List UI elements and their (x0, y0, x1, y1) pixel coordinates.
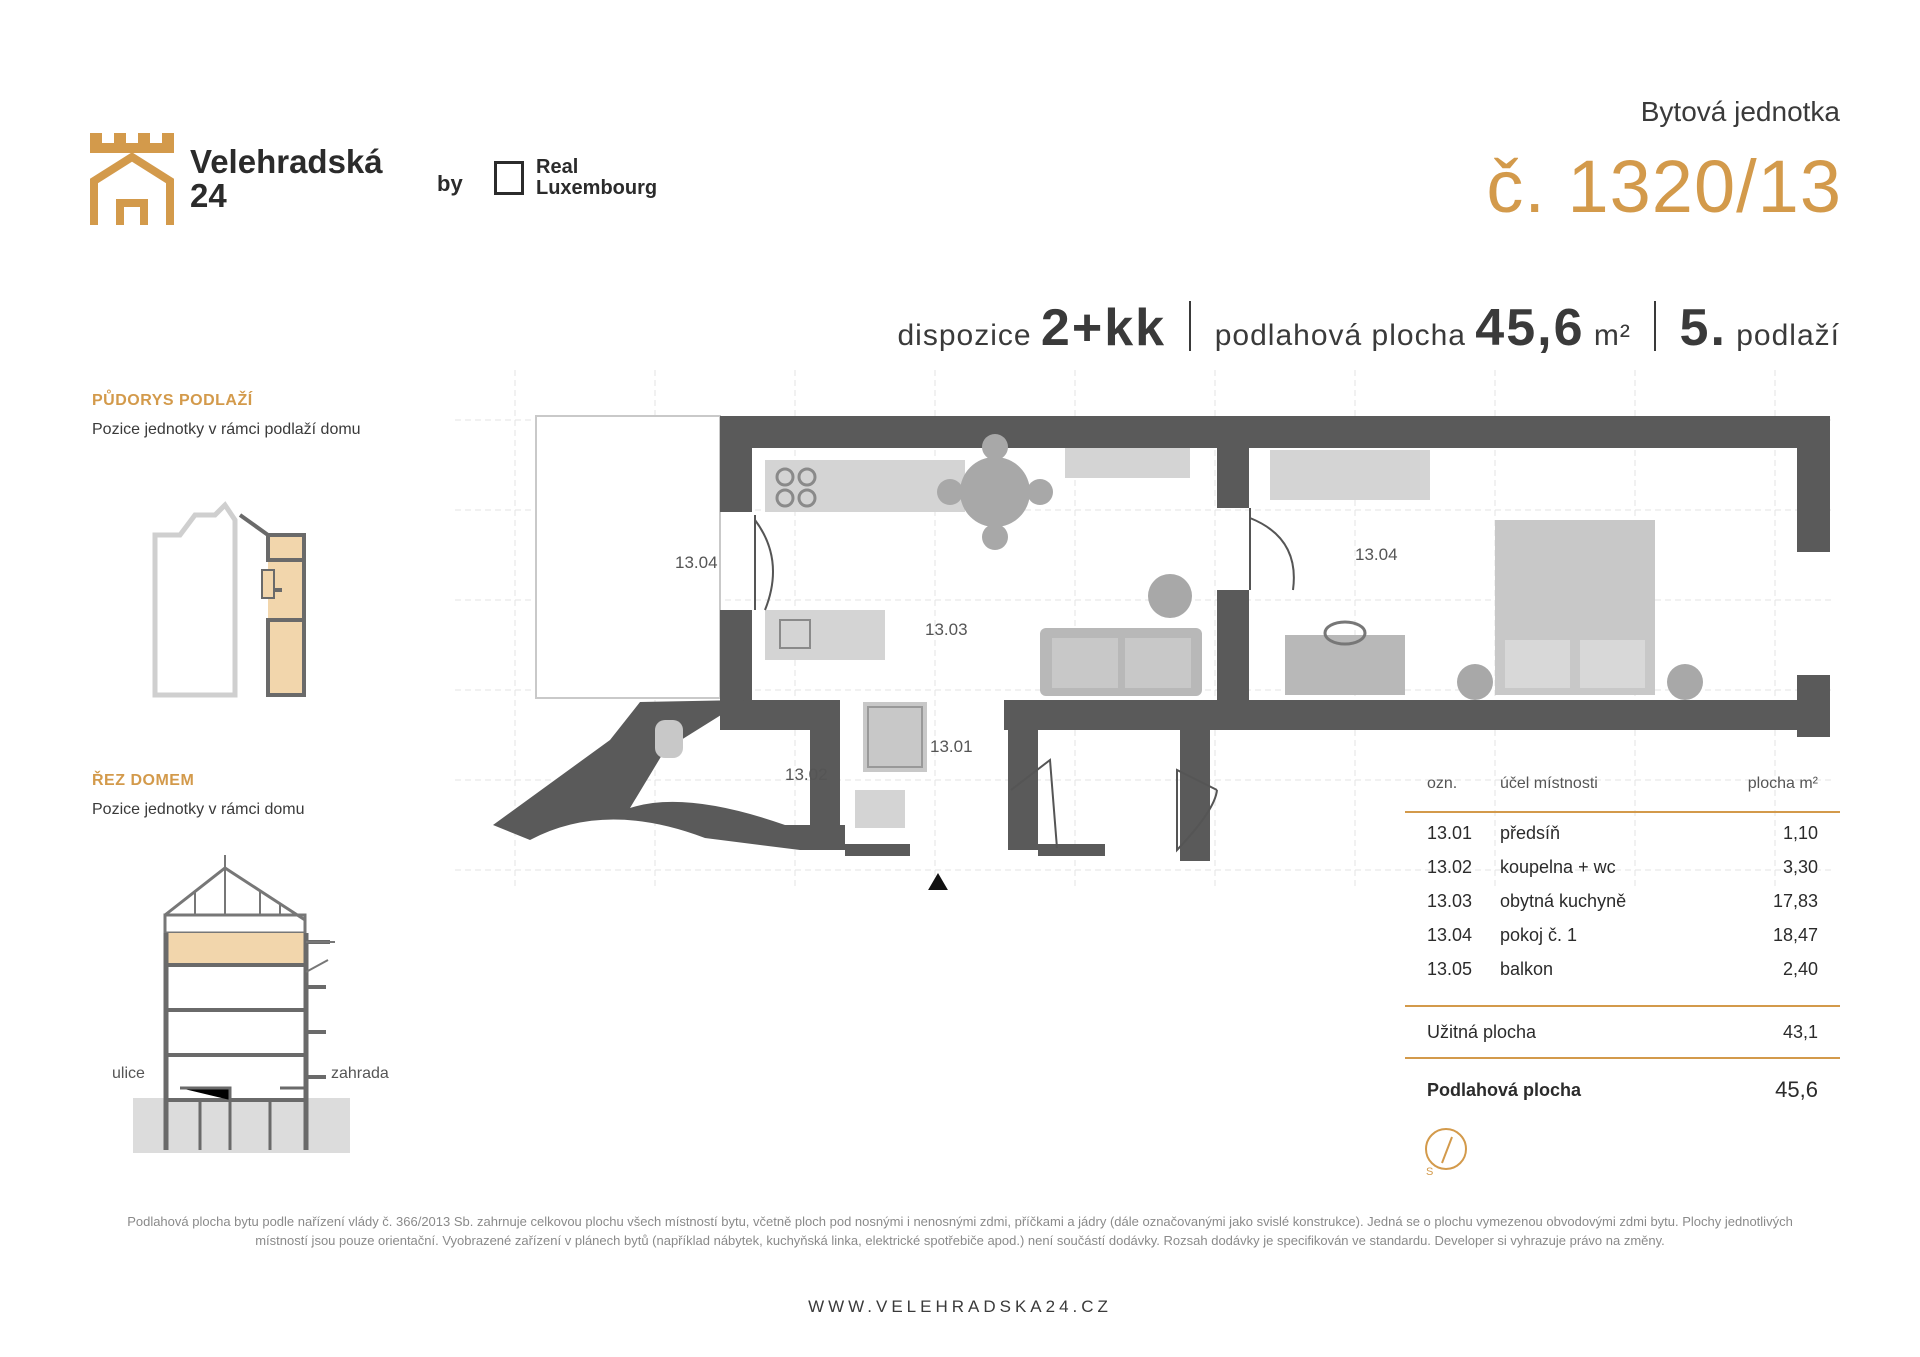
floor-area-row: Podlahová plocha 45,6 (1427, 1077, 1818, 1102)
area-unit: m² (1593, 319, 1631, 352)
table-row: 13.04 pokoj č. 1 18,47 (1427, 925, 1818, 945)
usable-area-row: Užitná plocha 43,1 (1427, 1022, 1818, 1042)
table-row: 13.05 balkon 2,40 (1427, 959, 1818, 979)
disclaimer-text: Podlahová plocha bytu podle nařízení vlády č. 366/2013 Sb. zahrnuje celkovou plochu všech místností bytu, včetně ploch pod nosnými i nenosnými zdmi, příčkami a jádry (dále označovanými jako svislé konstrukce). Jedná se o plochu vymezenou obvodovými zdmi bytu. Plochy jednotlivých místností jsou pouze orientační. Vyobrazené zařízení v plánech bytů (například nábytek, kuchyňská linka, elektrické spotřebiče apod.) není součástí dodávky. Rozsah dodávky je specifikován ve standardu. Developer si vyhrazuje právo na změny. (127, 1214, 1793, 1248)
col-purpose-header: účel místnosti (1500, 775, 1598, 792)
divider (1189, 301, 1191, 351)
compass-label: S (1426, 1166, 1434, 1178)
floor-value: 5. (1679, 299, 1727, 357)
divider (1654, 301, 1656, 351)
partner-logo-icon (494, 161, 524, 195)
col-id-header: ozn. (1427, 775, 1458, 792)
street-label: ulice (112, 1065, 145, 1082)
brand-name: Velehradská 24 (190, 143, 383, 214)
floorplan-title: PŮDORYS PODLAŽÍ (92, 392, 253, 409)
room-label-bathroom: 13.02 (785, 765, 828, 784)
floorplan-subtitle: Pozice jednotky v rámci podlaží domu (92, 421, 361, 438)
unit-number: č. 1320/13 (1486, 145, 1842, 228)
partner-name: Real Luxembourg (536, 156, 658, 199)
area-value: 45,6 (1475, 299, 1585, 357)
col-area-header: plocha m² (1747, 775, 1818, 792)
layout-label: dispozice (897, 319, 1032, 352)
floor-label: podlaží (1736, 319, 1840, 352)
room-label-balcony: 13.04 (675, 553, 718, 572)
room-label-hall: 13.01 (930, 737, 973, 756)
building-section-diagram (130, 850, 355, 1155)
table-row: 13.02 koupelna + wc 3,30 (1427, 857, 1818, 877)
unit-label: Bytová jednotka (1640, 96, 1840, 127)
room-table (1405, 775, 1840, 1121)
room-label-bedroom: 13.04 (1355, 545, 1398, 564)
floor-mini-plan (150, 500, 320, 700)
table-header (1405, 775, 1840, 811)
section-subtitle: Pozice jednotky v rámci domu (92, 801, 305, 818)
table-row: 13.03 obytná kuchyně 17,83 (1427, 891, 1818, 911)
garden-label: zahrada (331, 1065, 389, 1082)
section-title: ŘEZ DOMEM (92, 772, 195, 789)
area-label: podlahová plocha (1214, 319, 1466, 352)
room-label-living: 13.03 (925, 620, 968, 639)
layout-value: 2+kk (1040, 299, 1167, 357)
table-row: 13.01 předsíň 1,10 (1427, 823, 1818, 843)
brand-by: by (437, 171, 463, 196)
unit-summary (898, 298, 1841, 358)
website-link[interactable]: WWW.VELEHRADSKA24.CZ (808, 1297, 1112, 1316)
castle-logo-icon (90, 133, 174, 225)
entrance-arrow-icon (924, 873, 952, 890)
